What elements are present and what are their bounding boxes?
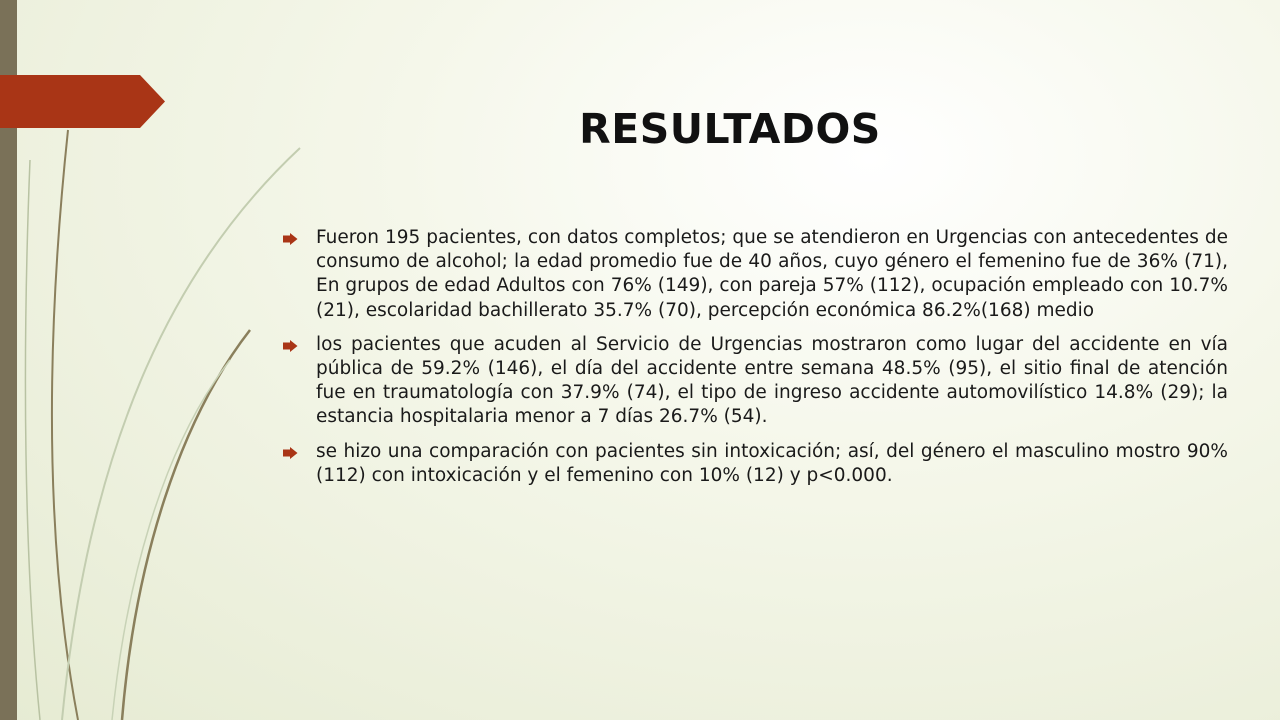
list-item [282,333,1228,430]
bullet-text: los pacientes que acuden al Servicio de Urgencias mostraron como lugar del accidente en vía pública de 59.2% (146), el día del accidente entre semana 48.5% (95), el sitio final de atención fue en traumatología con 37.9% (74), el tipo de ingreso accidente automovilístico 14.8% (29); la estancia hospitalaria menor a 7 días 26.7% (54). [316,333,1228,428]
arrow-right-icon [282,233,298,245]
bullet-list [282,226,1228,498]
bullet-text: se hizo una comparación con pacientes sin intoxicación; así, del género el masculino mostro 90% (112) con intoxicación y el femenino con 10% (12) y p<0.000. [316,440,1228,486]
list-item [282,440,1228,488]
arrow-right-icon [282,340,298,352]
slide-title: RESULTADOS [579,105,881,154]
list-item [282,226,1228,323]
bullet-text: Fueron 195 pacientes, con datos completos; que se atendieron en Urgencias con antecedentes de consumo de alcohol; la edad promedio fue de 40 años, cuyo género el femenino fue de 36% (71), En grupos de edad Adultos con 76% (149), con pareja 57% (112), ocupación empleado con 10.7% (21), escolaridad bachillerato 35.7% (70), percepción económica 86.2%(168) medio [316,227,1228,321]
title-accent-tab [0,75,165,128]
arrow-right-icon [282,447,298,459]
